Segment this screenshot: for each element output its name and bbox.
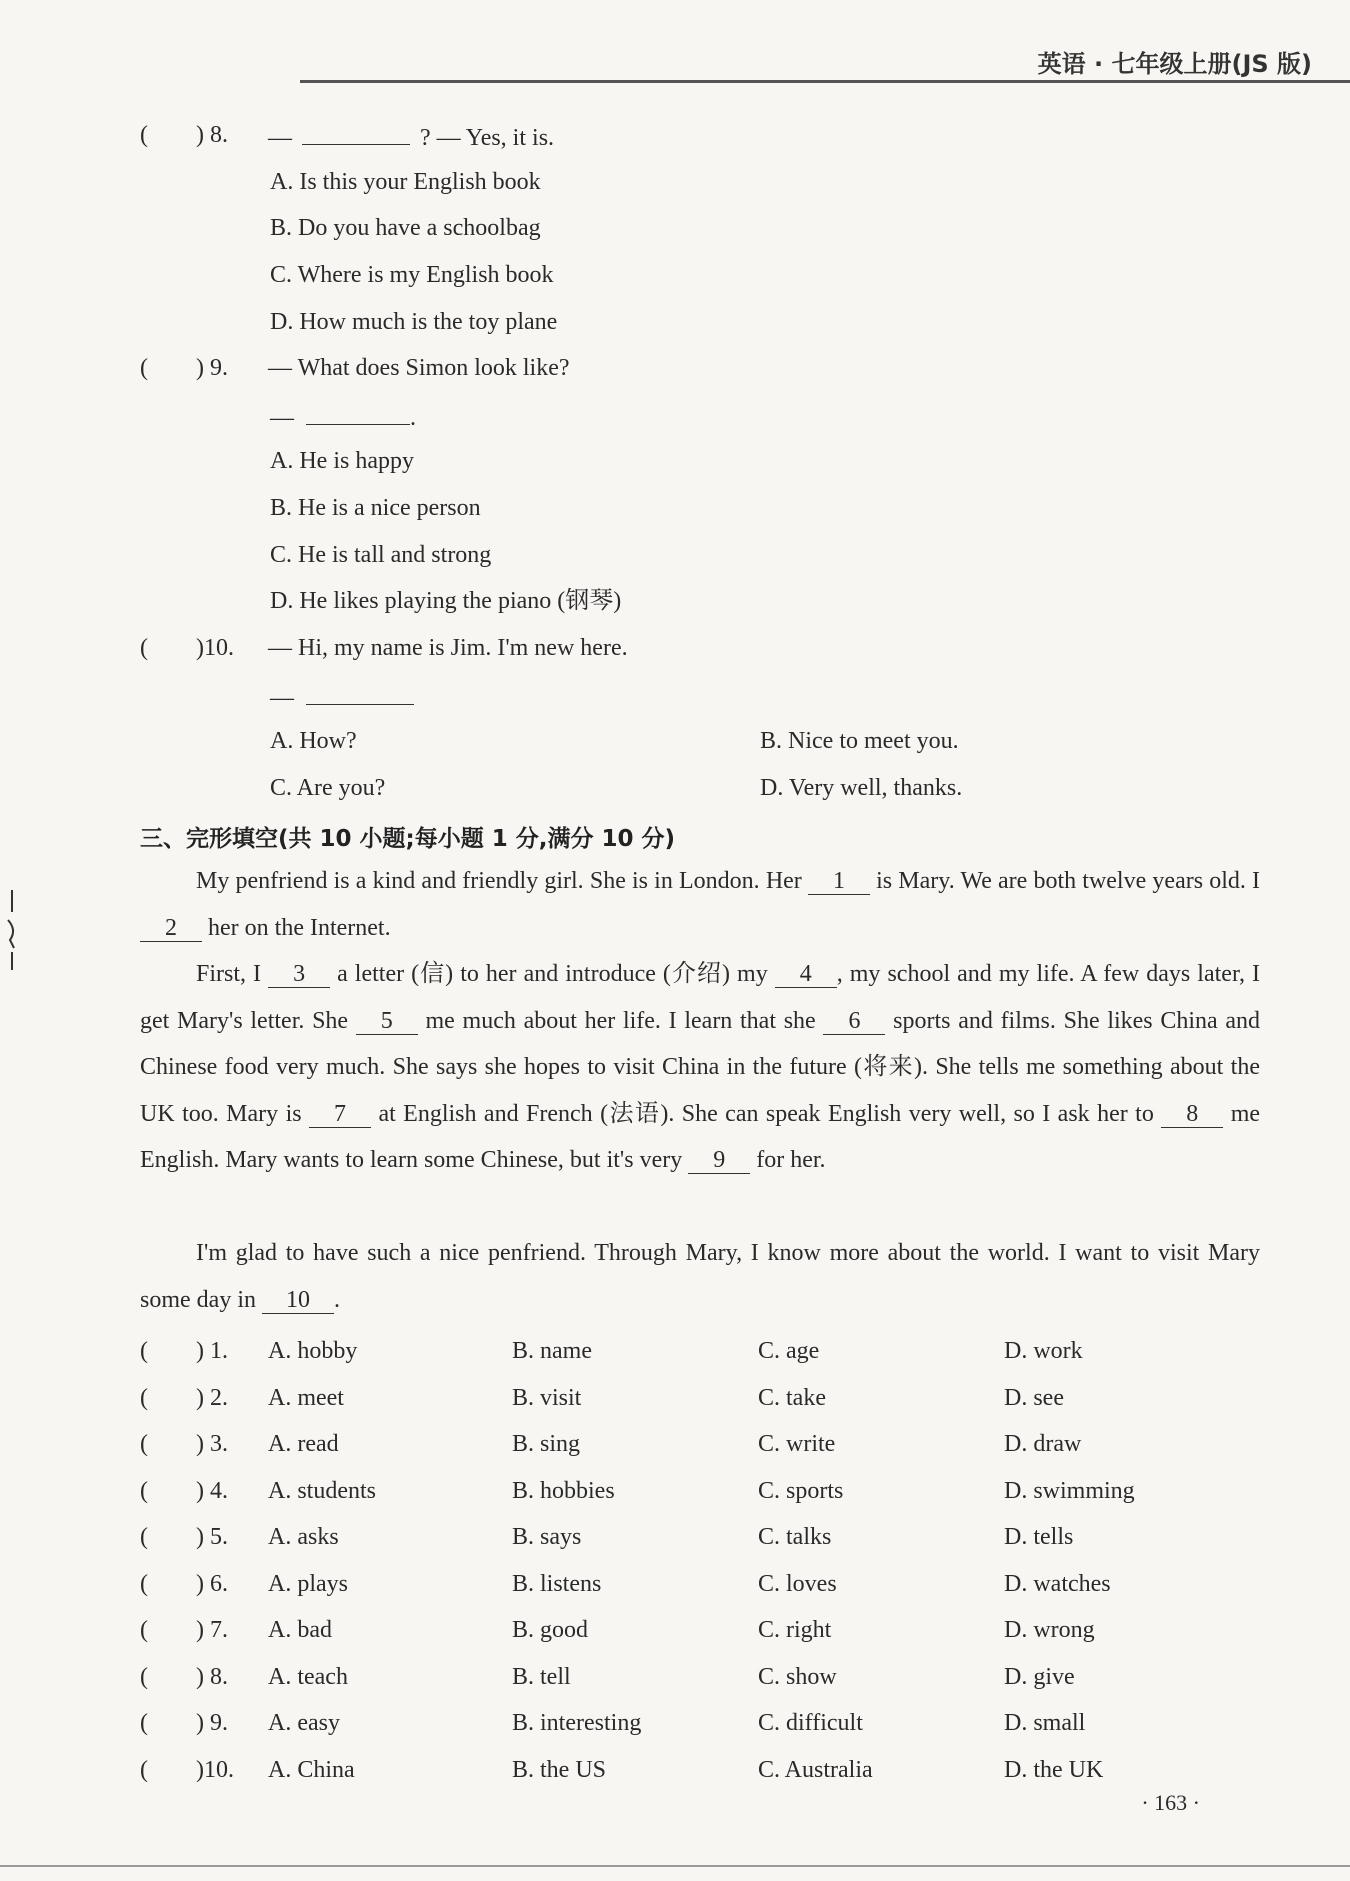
- cloze-option-c: C. talks: [758, 1524, 832, 1550]
- header-rule: [300, 80, 1350, 83]
- cloze-option-a: A. meet: [268, 1384, 344, 1411]
- cloze-option-c: C. difficult: [758, 1710, 863, 1736]
- cloze-option-b: B. the US: [512, 1756, 607, 1783]
- margin-mark-icon: [5, 890, 19, 970]
- cloze-option-c: C. sports: [758, 1477, 844, 1504]
- cloze-blank-4[interactable]: 4: [775, 961, 837, 988]
- dash: —: [268, 125, 292, 151]
- dash: —: [270, 685, 294, 711]
- cloze-option-a: A. China: [268, 1756, 355, 1783]
- cloze-option-d: D. the UK: [1004, 1756, 1104, 1783]
- dash: —: [270, 405, 294, 431]
- answer-blank[interactable]: [306, 680, 414, 705]
- cloze-option-d: D. draw: [1004, 1431, 1082, 1457]
- page-number: · 163 ·: [1141, 1790, 1200, 1815]
- cloze-option-b: B. hobbies: [512, 1477, 615, 1504]
- question-10-option-b: B. Nice to meet you.: [760, 728, 959, 754]
- question-9-option-d: D. He likes playing the piano (钢琴): [270, 588, 622, 614]
- cloze-item-number: ( ) 1.: [140, 1338, 228, 1364]
- cloze-item-number: ( ) 8.: [140, 1663, 228, 1690]
- cloze-option-d: D. watches: [1004, 1570, 1111, 1597]
- question-8-option-b: B. Do you have a schoolbag: [270, 215, 541, 241]
- cloze-option-d: D. small: [1004, 1710, 1086, 1736]
- cloze-option-c: C. show: [758, 1663, 837, 1690]
- cloze-passage-paragraph-3: I'm glad to have such a nice penfriend. Through Mary, I know more about the world. I want to visit Mary some day in 10 .: [140, 1240, 1260, 1313]
- period: .: [410, 405, 416, 431]
- answer-blank[interactable]: [302, 120, 410, 145]
- cloze-option-a: A. hobby: [268, 1338, 358, 1364]
- cloze-item-number: ( ) 6.: [140, 1570, 228, 1597]
- cloze-passage-paragraph-2: First, I 3 a letter (信) to her and introduce (介绍) my 4 , my school and my life. A few days later, I get Mary's letter. She 5 me much about her life. I learn that she 6 sports and films. She likes China and Chinese food very much. She says she hopes to visit China in the future (将来). She tells me something about the UK too. Mary is 7 at English and French (法语). She can speak English very well, so I ask her to 8 me English. Mary wants to learn some Chinese, but it's very 9 for her.: [140, 961, 1261, 1173]
- page-header-title: 英语 · 七年级上册(JS 版): [1037, 50, 1312, 78]
- cloze-option-b: B. name: [512, 1338, 592, 1364]
- cloze-option-d: D. swimming: [1004, 1477, 1135, 1504]
- cloze-option-c: C. Australia: [758, 1756, 873, 1783]
- question-10-option-d: D. Very well, thanks.: [760, 775, 963, 801]
- answer-blank[interactable]: [306, 400, 410, 425]
- question-10-stem: — Hi, my name is Jim. I'm new here.: [268, 635, 628, 661]
- cloze-blank-1[interactable]: 1: [808, 868, 870, 895]
- cloze-blank-9[interactable]: 9: [688, 1147, 750, 1174]
- question-9-option-c: C. He is tall and strong: [270, 542, 492, 568]
- cloze-option-b: B. interesting: [512, 1710, 642, 1736]
- cloze-item-number: ( ) 3.: [140, 1431, 228, 1457]
- question-9-option-b: B. He is a nice person: [270, 495, 481, 521]
- cloze-option-c: C. loves: [758, 1570, 837, 1597]
- cloze-blank-6[interactable]: 6: [823, 1008, 885, 1035]
- question-8-number: ( ) 8.: [140, 122, 228, 148]
- cloze-option-d: D. give: [1004, 1663, 1075, 1690]
- section-title-cloze: 三、完形填空(共 10 小题;每小题 1 分,满分 10 分): [140, 826, 676, 852]
- question-8-option-d: D. How much is the toy plane: [270, 309, 558, 335]
- cloze-blank-7[interactable]: 7: [309, 1101, 371, 1128]
- cloze-option-b: B. says: [512, 1524, 582, 1550]
- cloze-option-c: C. write: [758, 1431, 836, 1457]
- cloze-option-b: B. sing: [512, 1431, 581, 1457]
- cloze-option-d: D. tells: [1004, 1524, 1074, 1550]
- cloze-option-d: D. work: [1004, 1338, 1083, 1364]
- cloze-option-b: B. visit: [512, 1384, 582, 1411]
- question-9-answer-line: [270, 400, 416, 433]
- cloze-passage-paragraph-1: My penfriend is a kind and friendly girl. She is in London. Her 1 is Mary. We are both twelve years old. I 2 her on the Internet.: [140, 858, 1260, 951]
- cloze-option-a: A. easy: [268, 1710, 340, 1736]
- cloze-item-number: ( ) 4.: [140, 1477, 228, 1504]
- cloze-option-c: C. right: [758, 1617, 832, 1643]
- cloze-option-a: A. teach: [268, 1663, 348, 1690]
- cloze-option-a: A. asks: [268, 1524, 339, 1550]
- question-10-answer-line: [270, 680, 414, 713]
- cloze-option-c: C. take: [758, 1384, 826, 1411]
- question-9-option-a: A. He is happy: [270, 448, 414, 474]
- cloze-option-a: A. plays: [268, 1570, 348, 1597]
- cloze-option-b: B. good: [512, 1617, 589, 1643]
- question-8-stem: [268, 120, 554, 153]
- cloze-blank-8[interactable]: 8: [1161, 1101, 1223, 1128]
- cloze-item-number: ( ) 5.: [140, 1524, 228, 1550]
- cloze-option-c: C. age: [758, 1338, 820, 1364]
- question-10-number: ( )10.: [140, 635, 234, 661]
- page-bottom-edge: [0, 1865, 1350, 1867]
- question-10-option-a: A. How?: [270, 728, 357, 754]
- question-8-option-c: C. Where is my English book: [270, 262, 554, 288]
- question-9-stem: — What does Simon look like?: [268, 355, 570, 381]
- cloze-item-number: ( ) 7.: [140, 1617, 228, 1643]
- cloze-item-number: ( )10.: [140, 1756, 234, 1783]
- cloze-option-b: B. tell: [512, 1663, 571, 1690]
- cloze-item-number: ( ) 2.: [140, 1384, 228, 1411]
- cloze-option-a: A. read: [268, 1431, 339, 1457]
- cloze-blank-5[interactable]: 5: [356, 1008, 418, 1035]
- cloze-blank-2[interactable]: 2: [140, 915, 202, 942]
- cloze-option-d: D. see: [1004, 1384, 1064, 1411]
- cloze-item-number: ( ) 9.: [140, 1710, 228, 1736]
- question-8-option-a: A. Is this your English book: [270, 169, 541, 195]
- cloze-blank-10[interactable]: 10: [262, 1287, 334, 1314]
- cloze-option-a: A. students: [268, 1477, 376, 1504]
- cloze-blank-3[interactable]: 3: [268, 961, 330, 988]
- cloze-option-a: A. bad: [268, 1617, 332, 1643]
- cloze-option-b: B. listens: [512, 1570, 602, 1597]
- question-9-number: ( ) 9.: [140, 355, 228, 381]
- question-10-option-c: C. Are you?: [270, 775, 386, 801]
- cloze-option-d: D. wrong: [1004, 1617, 1095, 1643]
- question-8-stem-text: ? — Yes, it is.: [420, 125, 555, 151]
